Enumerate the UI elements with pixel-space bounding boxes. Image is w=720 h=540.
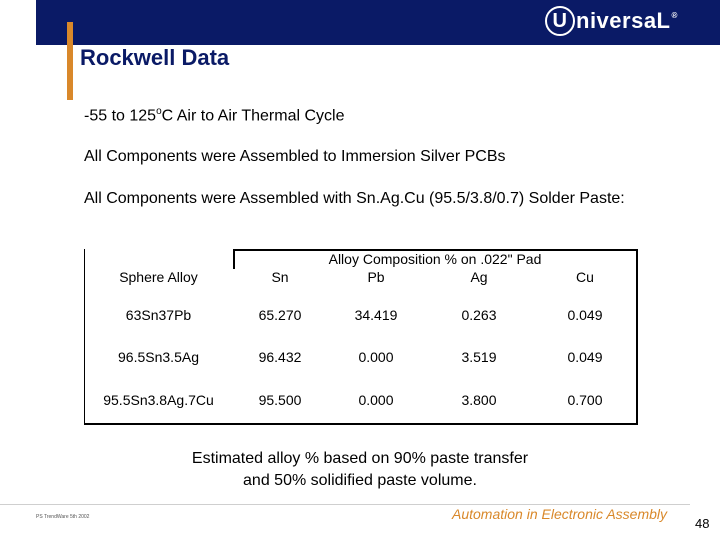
table-row <box>84 337 637 377</box>
cell-sn: 95.500 <box>258 392 302 408</box>
bullet-thermal-cycle <box>84 102 345 126</box>
cell-pb: 34.419 <box>354 307 398 323</box>
cell-cu: 0.049 <box>567 307 603 323</box>
table-row <box>84 377 637 423</box>
bullet-paste: All Components were Assembled with Sn.Ag.Cu (95.5/3.8/0.7) Solder Paste: <box>84 190 625 207</box>
estimate-note: Estimated alloy % based on 90% paste transfer and 50% solidified paste volume. <box>191 450 529 489</box>
cell-ag: 3.800 <box>461 392 497 408</box>
table-group-header-row <box>84 249 637 269</box>
footer-small-text: PS TrendWare 5th 2002 <box>36 514 90 520</box>
empty-header-cell <box>84 249 233 269</box>
cell-pb: 0.000 <box>358 392 394 408</box>
cell-alloy: 63Sn37Pb <box>125 307 192 323</box>
logo-registered-mark: ® <box>671 10 678 20</box>
logo-text: niversaL <box>576 8 671 33</box>
alloy-composition-table <box>84 249 637 423</box>
cell-sn: 65.270 <box>258 307 302 323</box>
alloy-composition-header: Alloy Composition % on .022" Pad <box>328 251 542 267</box>
cycle-suffix: C Air to Air Thermal Cycle <box>161 107 345 125</box>
degree-superscript: o <box>156 106 162 117</box>
table-header-row <box>84 269 637 293</box>
logo-mark-icon: U <box>545 6 575 36</box>
table-row <box>84 293 637 337</box>
cell-pb: 0.000 <box>358 349 394 365</box>
cell-alloy: 96.5Sn3.5Ag <box>118 349 199 365</box>
title-accent-bar <box>67 22 73 100</box>
col-header-ag: Ag <box>470 269 488 285</box>
cell-ag: 3.519 <box>461 349 497 365</box>
universal-logo <box>545 6 678 36</box>
bullet-pcb: All Components were Assembled to Immersion Silver PCBs <box>84 148 506 165</box>
footer-divider <box>0 504 690 505</box>
cell-alloy: 95.5Sn3.8Ag.7Cu <box>103 392 214 408</box>
cell-sn: 96.432 <box>258 349 302 365</box>
cell-cu: 0.049 <box>567 349 603 365</box>
col-header-pb: Pb <box>367 269 385 285</box>
cycle-prefix: -55 to 125 <box>84 107 157 125</box>
footer-tagline: Automation in Electronic Assembly <box>452 506 668 522</box>
cell-cu: 0.700 <box>567 392 603 408</box>
col-header-sphere-alloy: Sphere Alloy <box>119 269 198 285</box>
page-title: Rockwell Data <box>80 45 230 70</box>
col-header-sn: Sn <box>271 269 289 285</box>
cell-ag: 0.263 <box>461 307 497 323</box>
page-number: 48 <box>695 516 710 531</box>
col-header-cu: Cu <box>576 269 594 285</box>
